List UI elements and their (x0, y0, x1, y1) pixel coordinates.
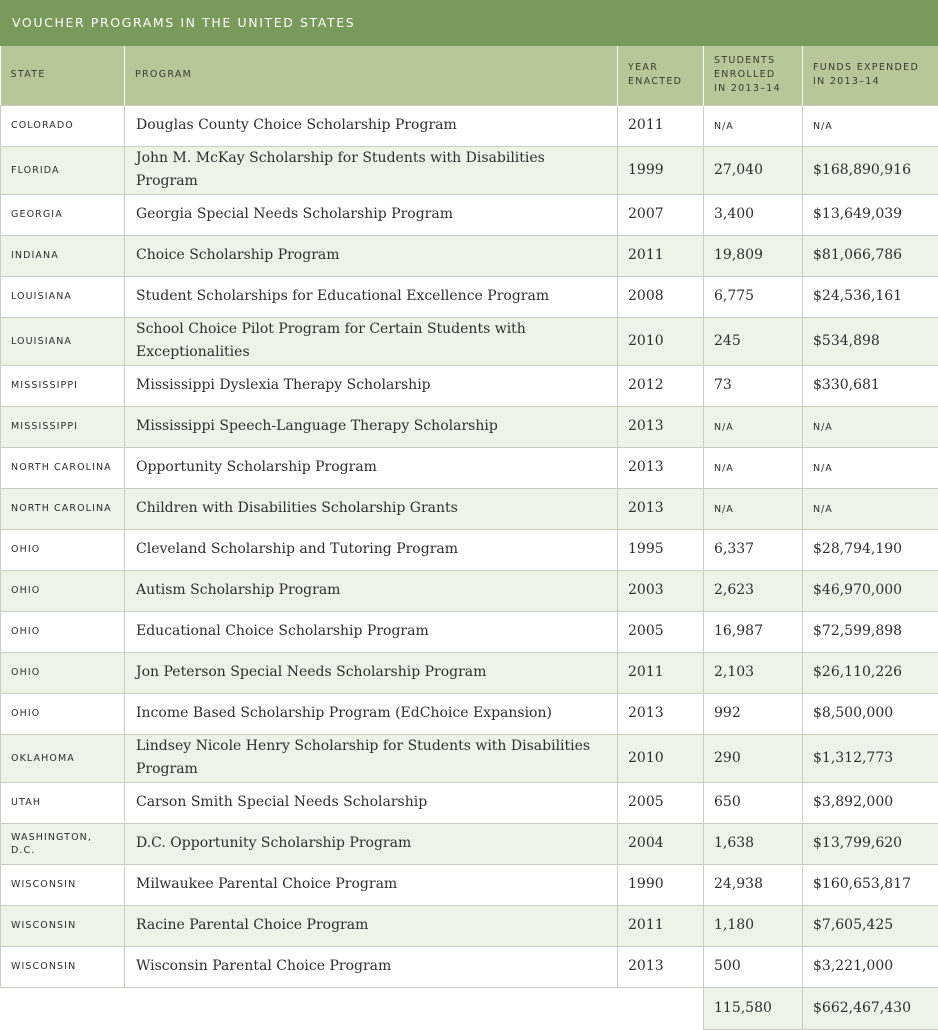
students-enrolled-cell: 650 (704, 782, 803, 823)
students-enrolled-cell: 2,623 (704, 570, 803, 611)
state-cell: OHIO (1, 693, 125, 734)
state-cell: OHIO (1, 652, 125, 693)
year-enacted-cell: 2005 (618, 782, 704, 823)
students-enrolled-cell: 6,775 (704, 276, 803, 317)
funds-expended-cell: $28,794,190 (803, 529, 938, 570)
table-row (1, 652, 938, 693)
table-row (1, 693, 938, 734)
students-enrolled-cell: 245 (704, 317, 803, 365)
students-enrolled-cell: 73 (704, 365, 803, 406)
students-enrolled-cell (704, 105, 803, 146)
program-cell: Douglas County Choice Scholarship Program (125, 105, 618, 146)
state-cell: LOUISIANA (1, 276, 125, 317)
table-row (1, 823, 938, 864)
state-cell: NORTH CAROLINA (1, 488, 125, 529)
table-row (1, 734, 938, 782)
program-cell: Wisconsin Parental Choice Program (125, 946, 618, 987)
table-row (1, 782, 938, 823)
table-row (1, 488, 938, 529)
students-enrolled-cell (704, 406, 803, 447)
state-cell: OHIO (1, 570, 125, 611)
funds-expended-cell: $1,312,773 (803, 734, 938, 782)
year-enacted-cell: 1990 (618, 864, 704, 905)
table-row (1, 946, 938, 987)
program-cell: Choice Scholarship Program (125, 235, 618, 276)
funds-expended-cell: $46,970,000 (803, 570, 938, 611)
totals-blank-cell (125, 987, 618, 1029)
students-enrolled-cell: 24,938 (704, 864, 803, 905)
state-cell: COLORADO (1, 105, 125, 146)
table-row (1, 317, 938, 365)
voucher-programs-table (0, 46, 938, 1030)
total-students-cell: 115,580 (704, 987, 803, 1029)
not-available-label: N/A (714, 504, 734, 515)
state-cell: NORTH CAROLINA (1, 447, 125, 488)
students-enrolled-cell (704, 488, 803, 529)
program-cell: Cleveland Scholarship and Tutoring Program (125, 529, 618, 570)
table-row (1, 406, 938, 447)
year-enacted-cell: 2011 (618, 905, 704, 946)
year-enacted-cell: 2013 (618, 447, 704, 488)
students-enrolled-cell: 16,987 (704, 611, 803, 652)
not-available-label: N/A (714, 121, 734, 132)
table-row (1, 447, 938, 488)
not-available-label: N/A (813, 121, 833, 132)
students-enrolled-cell: 3,400 (704, 194, 803, 235)
funds-expended-cell (803, 447, 938, 488)
year-enacted-cell: 2008 (618, 276, 704, 317)
table-body (1, 105, 938, 1029)
students-enrolled-cell: 992 (704, 693, 803, 734)
state-cell: OHIO (1, 611, 125, 652)
year-enacted-cell: 2003 (618, 570, 704, 611)
funds-expended-cell: $13,649,039 (803, 194, 938, 235)
year-enacted-cell: 2010 (618, 317, 704, 365)
funds-expended-cell (803, 105, 938, 146)
state-cell: WISCONSIN (1, 946, 125, 987)
funds-expended-cell: $26,110,226 (803, 652, 938, 693)
not-available-label: N/A (813, 504, 833, 515)
students-enrolled-cell: 2,103 (704, 652, 803, 693)
year-enacted-cell: 2010 (618, 734, 704, 782)
table-row (1, 611, 938, 652)
table-row (1, 235, 938, 276)
year-enacted-cell: 2007 (618, 194, 704, 235)
table-row (1, 105, 938, 146)
not-available-label: N/A (714, 463, 734, 474)
totals-row (1, 987, 938, 1029)
year-enacted-cell: 2013 (618, 946, 704, 987)
funds-expended-cell: $7,605,425 (803, 905, 938, 946)
year-enacted-cell: 2011 (618, 652, 704, 693)
year-enacted-cell: 2013 (618, 406, 704, 447)
year-enacted-cell: 2004 (618, 823, 704, 864)
program-cell: Milwaukee Parental Choice Program (125, 864, 618, 905)
funds-expended-cell: $534,898 (803, 317, 938, 365)
program-cell: Lindsey Nicole Henry Scholarship for Students with Disabilities Program (125, 734, 618, 782)
not-available-label: N/A (813, 422, 833, 433)
state-cell: UTAH (1, 782, 125, 823)
students-enrolled-cell: 1,180 (704, 905, 803, 946)
funds-expended-cell: $24,536,161 (803, 276, 938, 317)
students-enrolled-cell: 6,337 (704, 529, 803, 570)
table-row (1, 529, 938, 570)
program-cell: Jon Peterson Special Needs Scholarship Program (125, 652, 618, 693)
column-header-year-enacted: YEAR ENACTED (618, 46, 704, 105)
state-cell: OHIO (1, 529, 125, 570)
funds-expended-cell (803, 406, 938, 447)
funds-expended-cell: $3,221,000 (803, 946, 938, 987)
students-enrolled-cell: 290 (704, 734, 803, 782)
year-enacted-cell: 2011 (618, 235, 704, 276)
total-funds-cell: $662,467,430 (803, 987, 938, 1029)
funds-expended-cell: $81,066,786 (803, 235, 938, 276)
program-cell: Income Based Scholarship Program (EdChoice Expansion) (125, 693, 618, 734)
program-cell: John M. McKay Scholarship for Students with Disabilities Program (125, 146, 618, 194)
year-enacted-cell: 2012 (618, 365, 704, 406)
program-cell: Georgia Special Needs Scholarship Program (125, 194, 618, 235)
funds-expended-cell: $160,653,817 (803, 864, 938, 905)
year-enacted-cell: 2013 (618, 693, 704, 734)
program-cell: Opportunity Scholarship Program (125, 447, 618, 488)
not-available-label: N/A (813, 463, 833, 474)
state-cell: GEORGIA (1, 194, 125, 235)
column-header-program: PROGRAM (125, 46, 618, 105)
table-header (1, 46, 938, 105)
program-cell: Carson Smith Special Needs Scholarship (125, 782, 618, 823)
program-cell: Racine Parental Choice Program (125, 905, 618, 946)
funds-expended-cell: $72,599,898 (803, 611, 938, 652)
program-cell: School Choice Pilot Program for Certain Students with Exceptionalities (125, 317, 618, 365)
table-title: VOUCHER PROGRAMS IN THE UNITED STATES (0, 0, 938, 46)
table-row (1, 905, 938, 946)
state-cell: FLORIDA (1, 146, 125, 194)
state-cell: WASHINGTON, D.C. (1, 823, 125, 864)
funds-expended-cell: $3,892,000 (803, 782, 938, 823)
year-enacted-cell: 1999 (618, 146, 704, 194)
table-row (1, 276, 938, 317)
table-row (1, 570, 938, 611)
column-header-students-enrolled: STUDENTS ENROLLED IN 2013–14 (704, 46, 803, 105)
program-cell: Student Scholarships for Educational Excellence Program (125, 276, 618, 317)
year-enacted-cell: 2013 (618, 488, 704, 529)
table-row (1, 194, 938, 235)
column-header-state: STATE (1, 46, 125, 105)
totals-blank-cell (1, 987, 125, 1029)
year-enacted-cell: 2005 (618, 611, 704, 652)
state-cell: MISSISSIPPI (1, 406, 125, 447)
program-cell: Educational Choice Scholarship Program (125, 611, 618, 652)
table-row (1, 864, 938, 905)
year-enacted-cell: 1995 (618, 529, 704, 570)
program-cell: D.C. Opportunity Scholarship Program (125, 823, 618, 864)
not-available-label: N/A (714, 422, 734, 433)
funds-expended-cell (803, 488, 938, 529)
state-cell: WISCONSIN (1, 905, 125, 946)
state-cell: WISCONSIN (1, 864, 125, 905)
students-enrolled-cell (704, 447, 803, 488)
funds-expended-cell: $8,500,000 (803, 693, 938, 734)
funds-expended-cell: $13,799,620 (803, 823, 938, 864)
students-enrolled-cell: 27,040 (704, 146, 803, 194)
table-row (1, 365, 938, 406)
students-enrolled-cell: 500 (704, 946, 803, 987)
program-cell: Autism Scholarship Program (125, 570, 618, 611)
state-cell: INDIANA (1, 235, 125, 276)
program-cell: Mississippi Dyslexia Therapy Scholarship (125, 365, 618, 406)
state-cell: LOUISIANA (1, 317, 125, 365)
table-row (1, 146, 938, 194)
students-enrolled-cell: 19,809 (704, 235, 803, 276)
state-cell: OKLAHOMA (1, 734, 125, 782)
column-header-funds-expended: FUNDS EXPENDED IN 2013–14 (803, 46, 938, 105)
state-cell: MISSISSIPPI (1, 365, 125, 406)
totals-blank-cell (618, 987, 704, 1029)
funds-expended-cell: $330,681 (803, 365, 938, 406)
students-enrolled-cell: 1,638 (704, 823, 803, 864)
year-enacted-cell: 2011 (618, 105, 704, 146)
funds-expended-cell: $168,890,916 (803, 146, 938, 194)
program-cell: Children with Disabilities Scholarship Grants (125, 488, 618, 529)
program-cell: Mississippi Speech-Language Therapy Scholarship (125, 406, 618, 447)
